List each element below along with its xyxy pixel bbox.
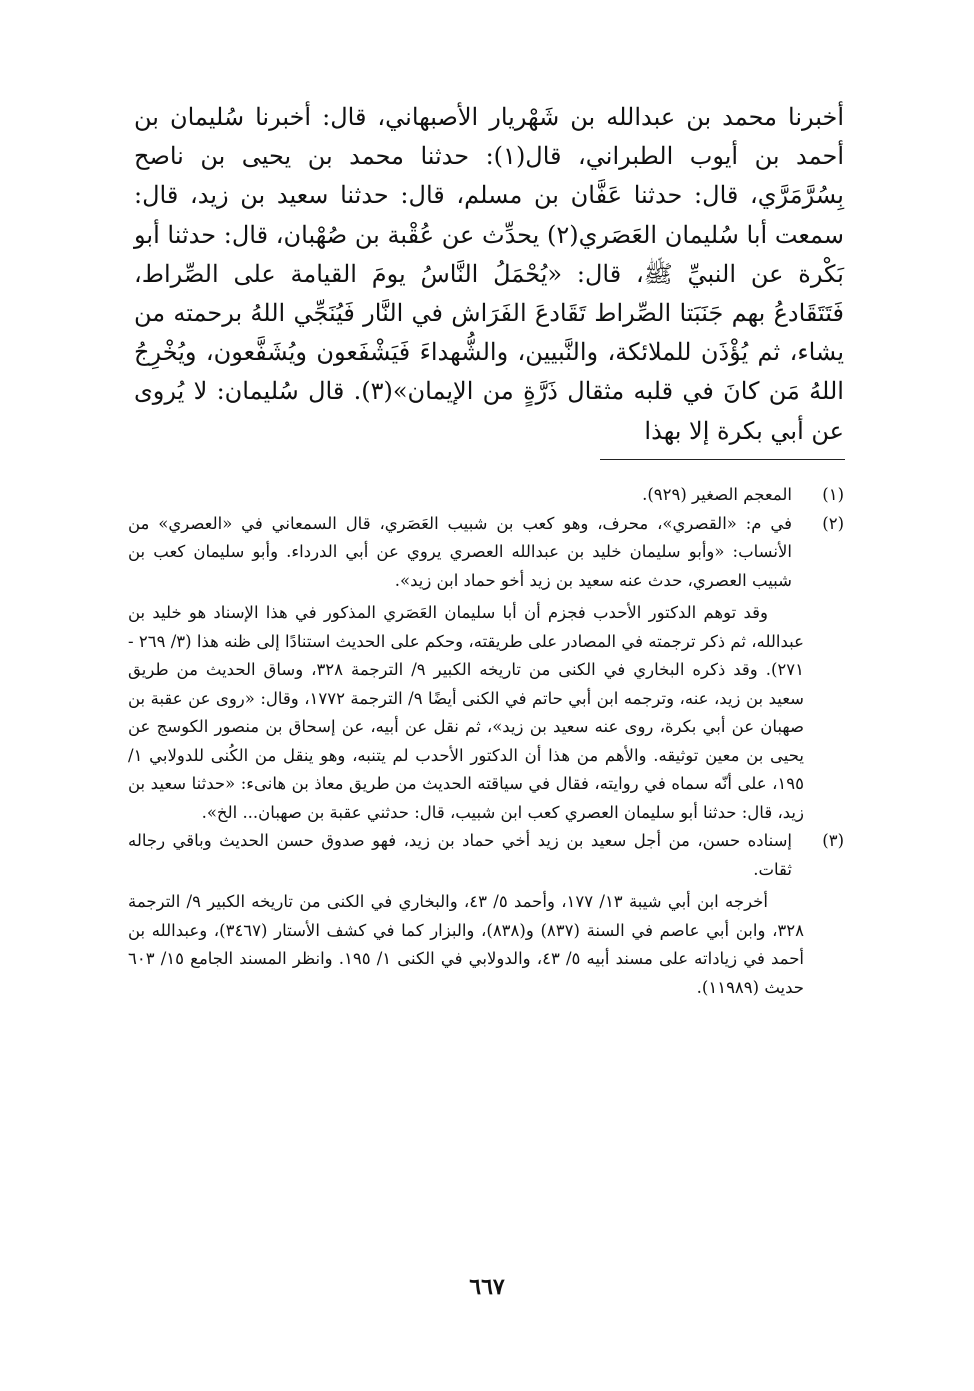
footnote-number: (٣) <box>822 831 844 850</box>
footnotes-block <box>128 481 844 1002</box>
page-number: ٦٦٧ <box>469 1274 505 1300</box>
footnote-number: (١) <box>822 485 844 504</box>
footnote-number: (٢) <box>822 513 844 533</box>
footnote-3 <box>128 827 844 1002</box>
footnote-1 <box>128 481 844 510</box>
footnote-2 <box>128 510 844 828</box>
footnote-paragraph: وقد توهم الدكتور الأحدب فجزم أن أبا سليمان العَصَري المذكور في هذا الإسناد هو خليد بن عبدالله، ثم ذكر ترجمته في المصادر على طريقته، وحكم على الحديث استنادًا إلى ظنه هذا (٣/ ٢٦٩ - ٢٧١). وقد ذكره البخاري في الكنى من تاريخه الكبير ٩/ الترجمة ٣٢٨، وساق الحديث من طريق سعيد بن زيد، عنه، وترجمه ابن أبي حاتم في الكنى أيضًا ٩/ الترجمة ١٧٧٢، وقال: «روى عن عقبة بن صهبان عن أبي بكرة، روى عنه سعيد بن زيد»، ثم نقل عن أبيه، عن إسحاق بن منصور الكوسج عن يحيى بن معين توثيقه. والأهم من هذا أن الدكتور الأحدب لم يتنبه، وهو ينقل من الكُنى للدولابي ١/ ١٩٥، على أنّه سماه في روايته، فقال في سياقته الحديث من طريق معاذ بن هانىء: «حدثنا سعيد بن زيد، قال: حدثنا أبو سليمان العصري كعب ابن شبيب، قال: حدثني عقبة بن صهبان... الخ». <box>128 603 805 822</box>
footnote-separator <box>600 459 845 460</box>
main-text-block <box>134 98 844 451</box>
footnote-text: المعجم الصغير (٩٢٩). <box>642 485 792 504</box>
footnote-text: إسناده حسن، من أجل سعيد بن زيد أخي حماد بن زيد، فهو صدوق حسن الحديث وباقي رجاله ثقات. <box>128 831 792 879</box>
footnote-paragraph: أخرجه ابن أبي شيبة ١٣/ ١٧٧، وأحمد ٥/ ٤٣، والبخاري في الكنى من تاريخه الكبير ٩/ الترجمة ٣٢٨، وابن أبي عاصم في السنة (٨٣٧) و(٨٣٨)، والبزار كما في كشف الأستار (٣٤٦٧)، وعبدالله بن أحمد في زياداته على مسند أبيه ٥/ ٤٣، والدولابي في الكنى ١/ ١٩٥. وانظر المسند الجامع ١٥/ ٦٠٣ حديث (١١٩٨٩). <box>128 892 805 997</box>
footnote-text: في م: «القصري»، محرف، وهو كعب بن شبيب العَصَري، قال السمعاني في «العصري» من الأنساب: «وأبو سليمان خليد بن عبدالله العصري يروي عن أبي الدرداء. وأبو سليمان كعب بن شبيب العصري، حدث عنه سعيد بن زيد أخو حماد ابن زيد». <box>128 513 792 590</box>
main-paragraph: أخبرنا محمد بن عبدالله بن شَهْريار الأصبهاني، قال: أخبرنا سُليمان بن أحمد بن أيوب الطبراني، قال(١): حدثنا محمد بن يحيى بن ناصح بِسُرَّمَرَّي، قال: حدثنا عَفَّان بن مسلم، قال: حدثنا سعيد بن زيد، قال: سمعت أبا سُليمان العَصَري(٢) يحدِّث عن عُقْبة بن صُهْبان، قال: حدثنا أبو بَكْرة عن النبيِّ ﷺ، قال: «يُحْمَلُ النَّاسُ يومَ القيامة على الصِّراط، فَتَتَقَادعُ بهم جَنَبَتا الصِّراط تَقَادعَ الفَرَاش في النَّار فَيُنَجِّي اللهُ برحمته من يشاء، ثم يُؤْذَن للملائكة، والنَّبيين، والشُّهداءَ فَيَشْفَعون ويُشَفَّعون، ويُخْرِجُ اللهُ مَن كانَ في قلبه مثقال ذَرَّةٍ من الإيمان»(٣). قال سُليمان: لا يُروى عن أبي بكرة إلا بهذا <box>134 103 844 445</box>
